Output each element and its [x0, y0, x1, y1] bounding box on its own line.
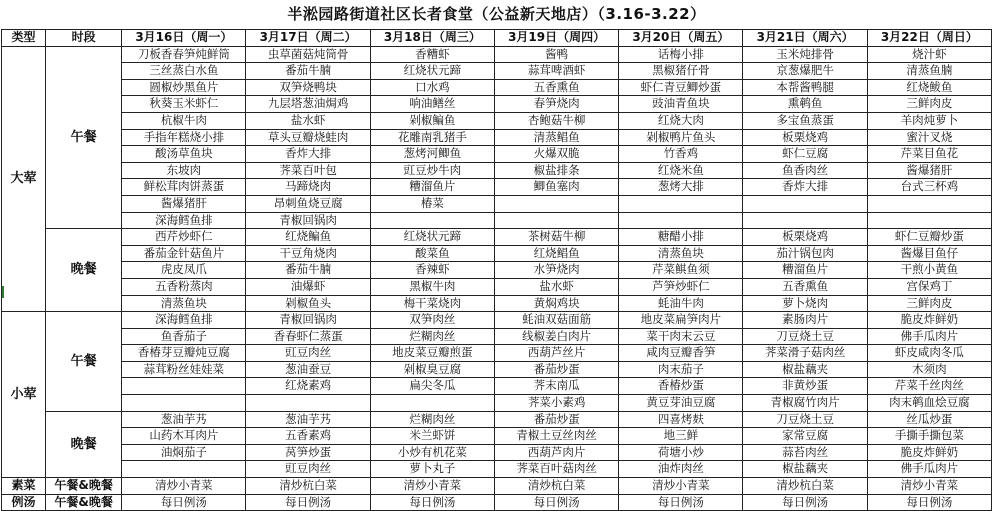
dish-cell: 西葫芦肉片	[494, 444, 618, 461]
menu-row	[2, 63, 992, 80]
page-title: 半淞园路街道社区长者食堂（公益新天地店）（3.16-3.22）	[287, 5, 706, 23]
dish-cell: 每日例汤	[494, 494, 618, 511]
dish-cell: 荷塘小炒	[619, 444, 743, 461]
dish-cell: 蚝油牛肉	[619, 295, 743, 312]
dish-cell: 红烧状元蹄	[370, 63, 494, 80]
dish-cell: 清炒杭白菜	[246, 478, 370, 495]
menu-row	[2, 129, 992, 146]
dish-cell: 清蒸鱼块	[619, 245, 743, 262]
dish-cell	[743, 195, 867, 212]
dish-cell: 马蹄烧肉	[246, 179, 370, 196]
column-header: 3月19日（周四）	[494, 30, 618, 47]
menu-row	[2, 328, 992, 345]
dish-cell: 鱼香肉丝	[743, 162, 867, 179]
dish-cell: 番茄炒蛋	[494, 361, 618, 378]
dish-cell	[246, 395, 370, 412]
dish-cell: 清炒小青菜	[122, 478, 246, 495]
dish-cell: 鲫鱼塞肉	[494, 179, 618, 196]
dish-cell: 烧汁虾	[867, 46, 991, 63]
dish-cell: 剁椒鱼头	[246, 295, 370, 312]
dish-cell: 豇豆肉丝	[246, 461, 370, 478]
dish-cell: 深海鳕鱼排	[122, 312, 246, 329]
dish-cell: 草头豆瓣烧蛙肉	[246, 129, 370, 146]
column-header: 3月22日（周日）	[867, 30, 991, 47]
dish-cell: 番茄金针菇鱼片	[122, 245, 246, 262]
dish-cell: 黑椒牛肉	[370, 278, 494, 295]
dish-cell: 地皮菜豆瓣煎蛋	[370, 345, 494, 362]
dish-cell: 红烧状元蹄	[370, 229, 494, 246]
dish-cell: 扁尖冬瓜	[370, 378, 494, 395]
dish-cell: 梅干菜烧肉	[370, 295, 494, 312]
menu-row	[2, 162, 992, 179]
dish-cell: 每日例汤	[867, 494, 991, 511]
dish-cell: 椒盐藕夹	[743, 361, 867, 378]
dish-cell: 椿菜	[370, 195, 494, 212]
dish-cell: 椒盐排条	[494, 162, 618, 179]
dish-cell: 蒜茸粉丝娃娃菜	[122, 361, 246, 378]
dish-cell: 手撕手撕包菜	[867, 428, 991, 445]
dish-cell: 盐水虾	[494, 278, 618, 295]
dish-cell: 烂糊肉丝	[370, 328, 494, 345]
dish-cell: 香炸大排	[246, 146, 370, 163]
dish-cell: 山药木耳肉片	[122, 428, 246, 445]
dish-cell: 板栗烧鸡	[743, 229, 867, 246]
dish-cell: 酱爆目鱼仔	[867, 245, 991, 262]
dish-cell: 昂刺鱼烧豆腐	[246, 195, 370, 212]
dish-cell: 三鲜肉皮	[867, 295, 991, 312]
dish-cell: 咸肉豆瓣香笋	[619, 345, 743, 362]
dish-cell: 三鲜肉皮	[867, 96, 991, 113]
meal-period-label: 晚餐	[46, 229, 122, 312]
dish-cell: 鱼香茄子	[122, 328, 246, 345]
dish-cell: 芦笋炒虾仁	[619, 278, 743, 295]
dish-cell: 葱油芋艿	[122, 411, 246, 428]
menu-row	[2, 245, 992, 262]
dish-cell: 竹香鸡	[619, 146, 743, 163]
dish-cell: 酱爆猪肝	[122, 195, 246, 212]
dish-cell: 香炸大排	[743, 179, 867, 196]
dish-cell: 菜干肉末云豆	[619, 328, 743, 345]
dish-cell: 红烧鳊鱼	[246, 229, 370, 246]
dish-cell: 清炒小青菜	[867, 478, 991, 495]
dish-cell: 清炒小青菜	[370, 478, 494, 495]
dish-cell: 每日例汤	[743, 494, 867, 511]
dish-cell: 葱油蚕豆	[246, 361, 370, 378]
dish-cell: 香辣虾	[370, 262, 494, 279]
dish-cell: 豇豆肉丝	[246, 345, 370, 362]
dish-cell: 地皮菜扁笋肉片	[619, 312, 743, 329]
dish-cell: 板栗烧鸡	[743, 129, 867, 146]
menu-row	[2, 411, 992, 428]
dish-cell: 荠菜百叶包	[246, 162, 370, 179]
dish-cell: 五香粉蒸肉	[122, 278, 246, 295]
dish-cell: 佛手瓜肉片	[867, 328, 991, 345]
dish-cell: 萝卜丸子	[370, 461, 494, 478]
dish-cell: 水笋烧肉	[494, 262, 618, 279]
dish-cell: 糟溜鱼片	[743, 262, 867, 279]
dish-cell: 三丝蒸白水鱼	[122, 63, 246, 80]
dish-cell: 青椒土豆丝肉丝	[494, 428, 618, 445]
column-header: 3月16日（周一）	[122, 30, 246, 47]
menu-row	[2, 444, 992, 461]
dish-cell: 火爆双脆	[494, 146, 618, 163]
dish-cell: 虎皮凤爪	[122, 262, 246, 279]
dish-cell: 京葱爆肥牛	[743, 63, 867, 80]
dish-cell: 清炒杭白菜	[494, 478, 618, 495]
dish-cell: 茶树菇牛柳	[494, 229, 618, 246]
dish-cell	[867, 195, 991, 212]
dish-cell: 虾皮咸肉冬瓜	[867, 345, 991, 362]
dish-cell: 九层塔葱油焗鸡	[246, 96, 370, 113]
dish-cell: 虫草菌菇炖筒骨	[246, 46, 370, 63]
dish-cell: 虾仁豆瓣炒蛋	[867, 229, 991, 246]
dish-cell: 深海鳕鱼排	[122, 212, 246, 229]
dish-cell: 荠菜小素鸡	[494, 395, 618, 412]
dish-cell: 肉末茄子	[619, 361, 743, 378]
dish-cell: 多宝鱼蒸蛋	[743, 112, 867, 129]
dish-cell: 圆椒炒黑鱼片	[122, 79, 246, 96]
menu-row	[2, 46, 992, 63]
dish-cell: 葱烤大排	[619, 179, 743, 196]
dish-cell: 糖醋小排	[619, 229, 743, 246]
dish-cell: 脆皮炸鲜奶	[867, 444, 991, 461]
dish-cell: 脆皮炸鲜奶	[867, 312, 991, 329]
row-marker	[2, 286, 4, 298]
meal-period-label: 晚餐	[46, 411, 122, 477]
column-header: 3月18日（周三）	[370, 30, 494, 47]
category-label: 小荤	[2, 312, 46, 478]
dish-cell: 杭椒牛肉	[122, 112, 246, 129]
dish-cell: 剁椒臭豆腐	[370, 361, 494, 378]
dish-cell	[494, 212, 618, 229]
dish-cell	[370, 212, 494, 229]
dish-cell: 鲜松茸肉饼蒸蛋	[122, 179, 246, 196]
meal-period-label: 午餐	[46, 46, 122, 229]
dish-cell: 黄豆芽油豆腐	[619, 395, 743, 412]
dish-cell: 酸菜鱼	[370, 245, 494, 262]
dish-cell: 五香熏鱼	[494, 79, 618, 96]
dish-cell	[619, 212, 743, 229]
dish-cell: 椒盐藕夹	[743, 461, 867, 478]
menu-row	[2, 96, 992, 113]
dish-cell: 木须肉	[867, 361, 991, 378]
dish-cell: 春笋烧肉	[494, 96, 618, 113]
dish-cell: 黄焖鸡块	[494, 295, 618, 312]
dish-cell: 清炒杭白菜	[743, 478, 867, 495]
header-row	[2, 30, 992, 47]
dish-cell: 手指年糕烧小排	[122, 129, 246, 146]
dish-cell: 五香熏鱼	[743, 278, 867, 295]
dish-cell: 话梅小排	[619, 46, 743, 63]
menu-row	[2, 262, 992, 279]
dish-cell: 葱油芋艿	[246, 411, 370, 428]
dish-cell: 刀板香春笋炖鲜筒	[122, 46, 246, 63]
dish-cell: 莴笋炒蛋	[246, 444, 370, 461]
dish-cell: 清蒸鲳鱼	[494, 129, 618, 146]
dish-cell: 酱爆猪肝	[867, 162, 991, 179]
dish-cell: 酱鸭	[494, 46, 618, 63]
menu-row	[2, 312, 992, 329]
dish-cell: 丝瓜炒蛋	[867, 411, 991, 428]
dish-cell: 佛手瓜肉片	[867, 461, 991, 478]
dish-cell	[743, 212, 867, 229]
dish-cell: 双笋肉丝	[370, 312, 494, 329]
dish-cell: 口水鸡	[370, 79, 494, 96]
dish-cell: 每日例汤	[370, 494, 494, 511]
dish-cell: 荠末南瓜	[494, 378, 618, 395]
dish-cell: 双笋烧鸭块	[246, 79, 370, 96]
dish-cell: 青椒回锅肉	[246, 212, 370, 229]
dish-cell: 地三鲜	[619, 428, 743, 445]
dish-cell	[122, 378, 246, 395]
dish-cell: 青椒腐竹肉片	[743, 395, 867, 412]
menu-row	[2, 146, 992, 163]
dish-cell: 台式三杯鸡	[867, 179, 991, 196]
menu-row	[2, 278, 992, 295]
dish-cell: 红烧大肉	[619, 112, 743, 129]
dish-cell: 剁椒鸭片鱼头	[619, 129, 743, 146]
dish-cell: 黑椒猪仔骨	[619, 63, 743, 80]
category-label: 例汤	[2, 494, 46, 511]
dish-cell: 刀豆烧土豆	[743, 411, 867, 428]
dish-cell: 熏鹌鱼	[743, 96, 867, 113]
dish-cell: 虾仁豆腐	[743, 146, 867, 163]
dish-cell: 酸汤草鱼块	[122, 146, 246, 163]
dish-cell: 素肠肉片	[743, 312, 867, 329]
dish-cell	[122, 395, 246, 412]
dish-cell: 烂糊肉丝	[370, 411, 494, 428]
dish-cell: 四喜烤麸	[619, 411, 743, 428]
dish-cell: 香春虾仁蒸蛋	[246, 328, 370, 345]
category-label: 大荤	[2, 46, 46, 312]
dish-cell: 茄汁锅包肉	[743, 245, 867, 262]
menu-row	[2, 212, 992, 229]
menu-row	[2, 179, 992, 196]
menu-row	[2, 428, 992, 445]
dish-cell: 本帮酱鸭腿	[743, 79, 867, 96]
menu-row	[2, 395, 992, 412]
dish-cell: 清蒸鱼块	[122, 295, 246, 312]
dish-cell: 宫保鸡丁	[867, 278, 991, 295]
menu-row	[2, 195, 992, 212]
dish-cell	[867, 212, 991, 229]
dish-cell: 油爆虾	[246, 278, 370, 295]
column-header: 3月17日（周二）	[246, 30, 370, 47]
dish-cell: 芹菜千丝肉丝	[867, 378, 991, 395]
dish-cell: 家常豆腐	[743, 428, 867, 445]
dish-cell: 番茄牛腩	[246, 262, 370, 279]
category-label: 素菜	[2, 478, 46, 495]
menu-row	[2, 79, 992, 96]
dish-cell: 小炒有机花菜	[370, 444, 494, 461]
dish-cell: 干豆角烧肉	[246, 245, 370, 262]
dish-cell: 西葫芦丝片	[494, 345, 618, 362]
dish-cell: 红烧鲳鱼	[494, 245, 618, 262]
menu-row	[2, 229, 992, 246]
dish-cell: 线椒姜白肉片	[494, 328, 618, 345]
dish-cell: 杏鲍菇牛柳	[494, 112, 618, 129]
dish-cell	[494, 195, 618, 212]
dish-cell	[122, 461, 246, 478]
dish-cell: 蚝油双菇面筋	[494, 312, 618, 329]
dish-cell: 虾仁青豆鲫炒蛋	[619, 79, 743, 96]
dish-cell: 蒜苔肉丝	[743, 444, 867, 461]
dish-cell: 番茄炒蛋	[494, 411, 618, 428]
dish-cell: 香糟虾	[370, 46, 494, 63]
dish-cell: 刀豆烧土豆	[743, 328, 867, 345]
dish-cell: 盐水虾	[246, 112, 370, 129]
dish-cell: 羊肉炖萝卜	[867, 112, 991, 129]
column-header: 类型	[2, 30, 46, 47]
dish-cell: 肉末鹌血烩豆腐	[867, 395, 991, 412]
dish-cell: 非黄炒蛋	[743, 378, 867, 395]
dish-cell: 荠菜滑子菇肉丝	[743, 345, 867, 362]
dish-cell: 五香素鸡	[246, 428, 370, 445]
veg-row	[2, 478, 992, 495]
meal-period-label: 午餐	[46, 312, 122, 412]
dish-cell: 红烧鲅鱼	[867, 79, 991, 96]
dish-cell: 每日例汤	[619, 494, 743, 511]
dish-cell: 油焖茄子	[122, 444, 246, 461]
dish-cell: 番茄牛腩	[246, 63, 370, 80]
menu-row	[2, 295, 992, 312]
dish-cell: 青椒回锅肉	[246, 312, 370, 329]
dish-cell: 蜜汁叉烧	[867, 129, 991, 146]
dish-cell: 干煎小黄鱼	[867, 262, 991, 279]
menu-row	[2, 378, 992, 395]
dish-cell: 荠菜百叶菇肉丝	[494, 461, 618, 478]
dish-cell: 红烧素鸡	[246, 378, 370, 395]
meal-period-label: 午餐&晚餐	[46, 494, 122, 511]
menu-row	[2, 345, 992, 362]
dish-cell: 红烧米鱼	[619, 162, 743, 179]
menu-table	[1, 29, 992, 511]
dish-cell: 东坡肉	[122, 162, 246, 179]
dish-cell: 清蒸鱼腩	[867, 63, 991, 80]
dish-cell: 剁椒鳊鱼	[370, 112, 494, 129]
column-header: 3月20日（周五）	[619, 30, 743, 47]
dish-cell: 每日例汤	[246, 494, 370, 511]
dish-cell	[370, 395, 494, 412]
dish-cell: 香椿芽豆瓣炖豆腐	[122, 345, 246, 362]
dish-cell: 豉油青鱼块	[619, 96, 743, 113]
menu-row	[2, 461, 992, 478]
dish-cell: 每日例汤	[122, 494, 246, 511]
dish-cell: 玉米炖排骨	[743, 46, 867, 63]
dish-cell: 豇豆炒牛肉	[370, 162, 494, 179]
dish-cell: 油炸肉丝	[619, 461, 743, 478]
dish-cell: 萝卜烧肉	[743, 295, 867, 312]
dish-cell: 清炒小青菜	[619, 478, 743, 495]
column-header: 时段	[46, 30, 122, 47]
column-header: 3月21日（周六）	[743, 30, 867, 47]
dish-cell: 糟溜鱼片	[370, 179, 494, 196]
dish-cell: 蒜茸啤酒虾	[494, 63, 618, 80]
dish-cell: 葱烤河鲫鱼	[370, 146, 494, 163]
meal-period-label: 午餐&晚餐	[46, 478, 122, 495]
dish-cell	[619, 195, 743, 212]
dish-cell: 香椿炒蛋	[619, 378, 743, 395]
dish-cell: 芹菜目鱼花	[867, 146, 991, 163]
dish-cell: 西芹炒虾仁	[122, 229, 246, 246]
dish-cell: 花雕南乳猪手	[370, 129, 494, 146]
dish-cell: 米兰虾饼	[370, 428, 494, 445]
menu-row	[2, 112, 992, 129]
dish-cell: 芹菜鲯鱼须	[619, 262, 743, 279]
menu-row	[2, 361, 992, 378]
dish-cell: 响油鳝丝	[370, 96, 494, 113]
dish-cell: 秋葵玉米虾仁	[122, 96, 246, 113]
